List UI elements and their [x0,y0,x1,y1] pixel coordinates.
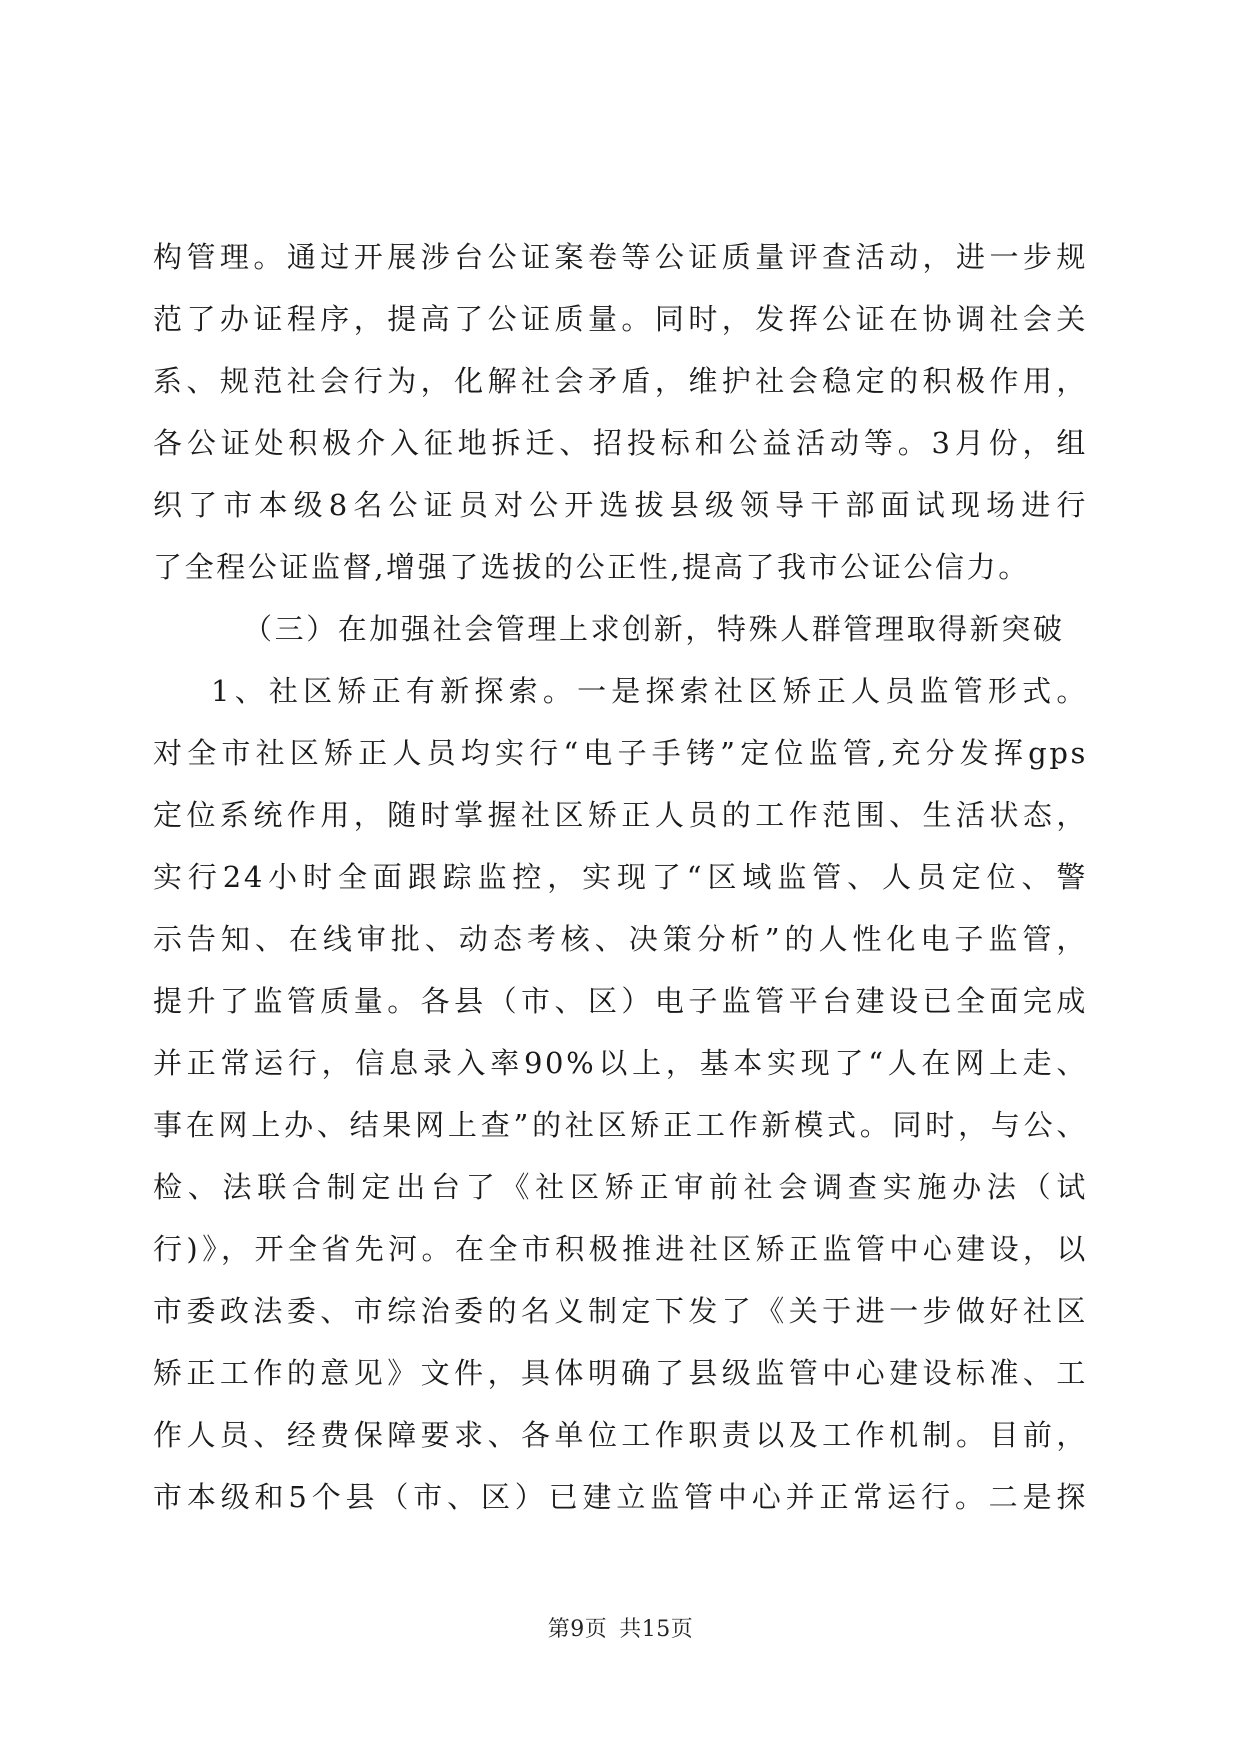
text-line: 对全市社区矫正人员均实行“电子手铐”定位监管,充分发挥gps [153,736,1088,770]
text-line: 市本级和5个县（市、区）已建立监管中心并正常运行。二是探 [153,1480,1088,1514]
section-heading: （三）在加强社会管理上求创新，特殊人群管理取得新突破 [243,612,1065,646]
text-line: 构管理。通过开展涉台公证案卷等公证质量评查活动，进一步规 [153,240,1088,274]
text-line: 矫正工作的意见》文件，具体明确了县级监管中心建设标准、工 [153,1356,1088,1390]
text-line: 检、法联合制定出台了《社区矫正审前社会调查实施办法（试 [153,1170,1088,1204]
text-line: 了全程公证监督,增强了选拔的公正性,提高了我市公证公信力。 [153,550,1030,584]
body-text [153,226,1088,1528]
text-line: 范了办证程序，提高了公证质量。同时，发挥公证在协调社会关 [153,302,1088,336]
text-line: 行)》，开全省先河。在全市积极推进社区矫正监管中心建设，以 [153,1232,1088,1266]
text-line: 并正常运行，信息录入率90%以上，基本实现了“人在网上走、 [153,1046,1088,1080]
text-line: 1、社区矫正有新探索。一是探索社区矫正人员监管形式。 [211,674,1088,708]
text-line: 示告知、在线审批、动态考核、决策分析”的人性化电子监管， [153,922,1088,956]
text-line: 市委政法委、市综治委的名义制定下发了《关于进一步做好社区 [153,1294,1088,1328]
text-line: 各公证处积极介入征地拆迁、招投标和公益活动等。3月份，组 [153,426,1088,460]
page-total: 共15页 [619,1617,694,1642]
page-number: 第9页 [547,1617,608,1642]
text-line: 织了市本级8名公证员对公开选拔县级领导干部面试现场进行 [153,488,1088,522]
text-line: 定位系统作用，随时掌握社区矫正人员的工作范围、生活状态， [153,798,1088,832]
text-line: 提升了监管质量。各县（市、区）电子监管平台建设已全面完成 [153,984,1088,1018]
text-line: 作人员、经费保障要求、各单位工作职责以及工作机制。目前， [153,1418,1088,1452]
text-line: 系、规范社会行为，化解社会矛盾，维护社会稳定的积极作用， [153,364,1088,398]
text-line: 实行24小时全面跟踪监控，实现了“区域监管、人员定位、警 [153,860,1088,894]
text-line: 事在网上办、结果网上查”的社区矫正工作新模式。同时，与公、 [153,1108,1088,1142]
page-footer [0,1612,1241,1643]
